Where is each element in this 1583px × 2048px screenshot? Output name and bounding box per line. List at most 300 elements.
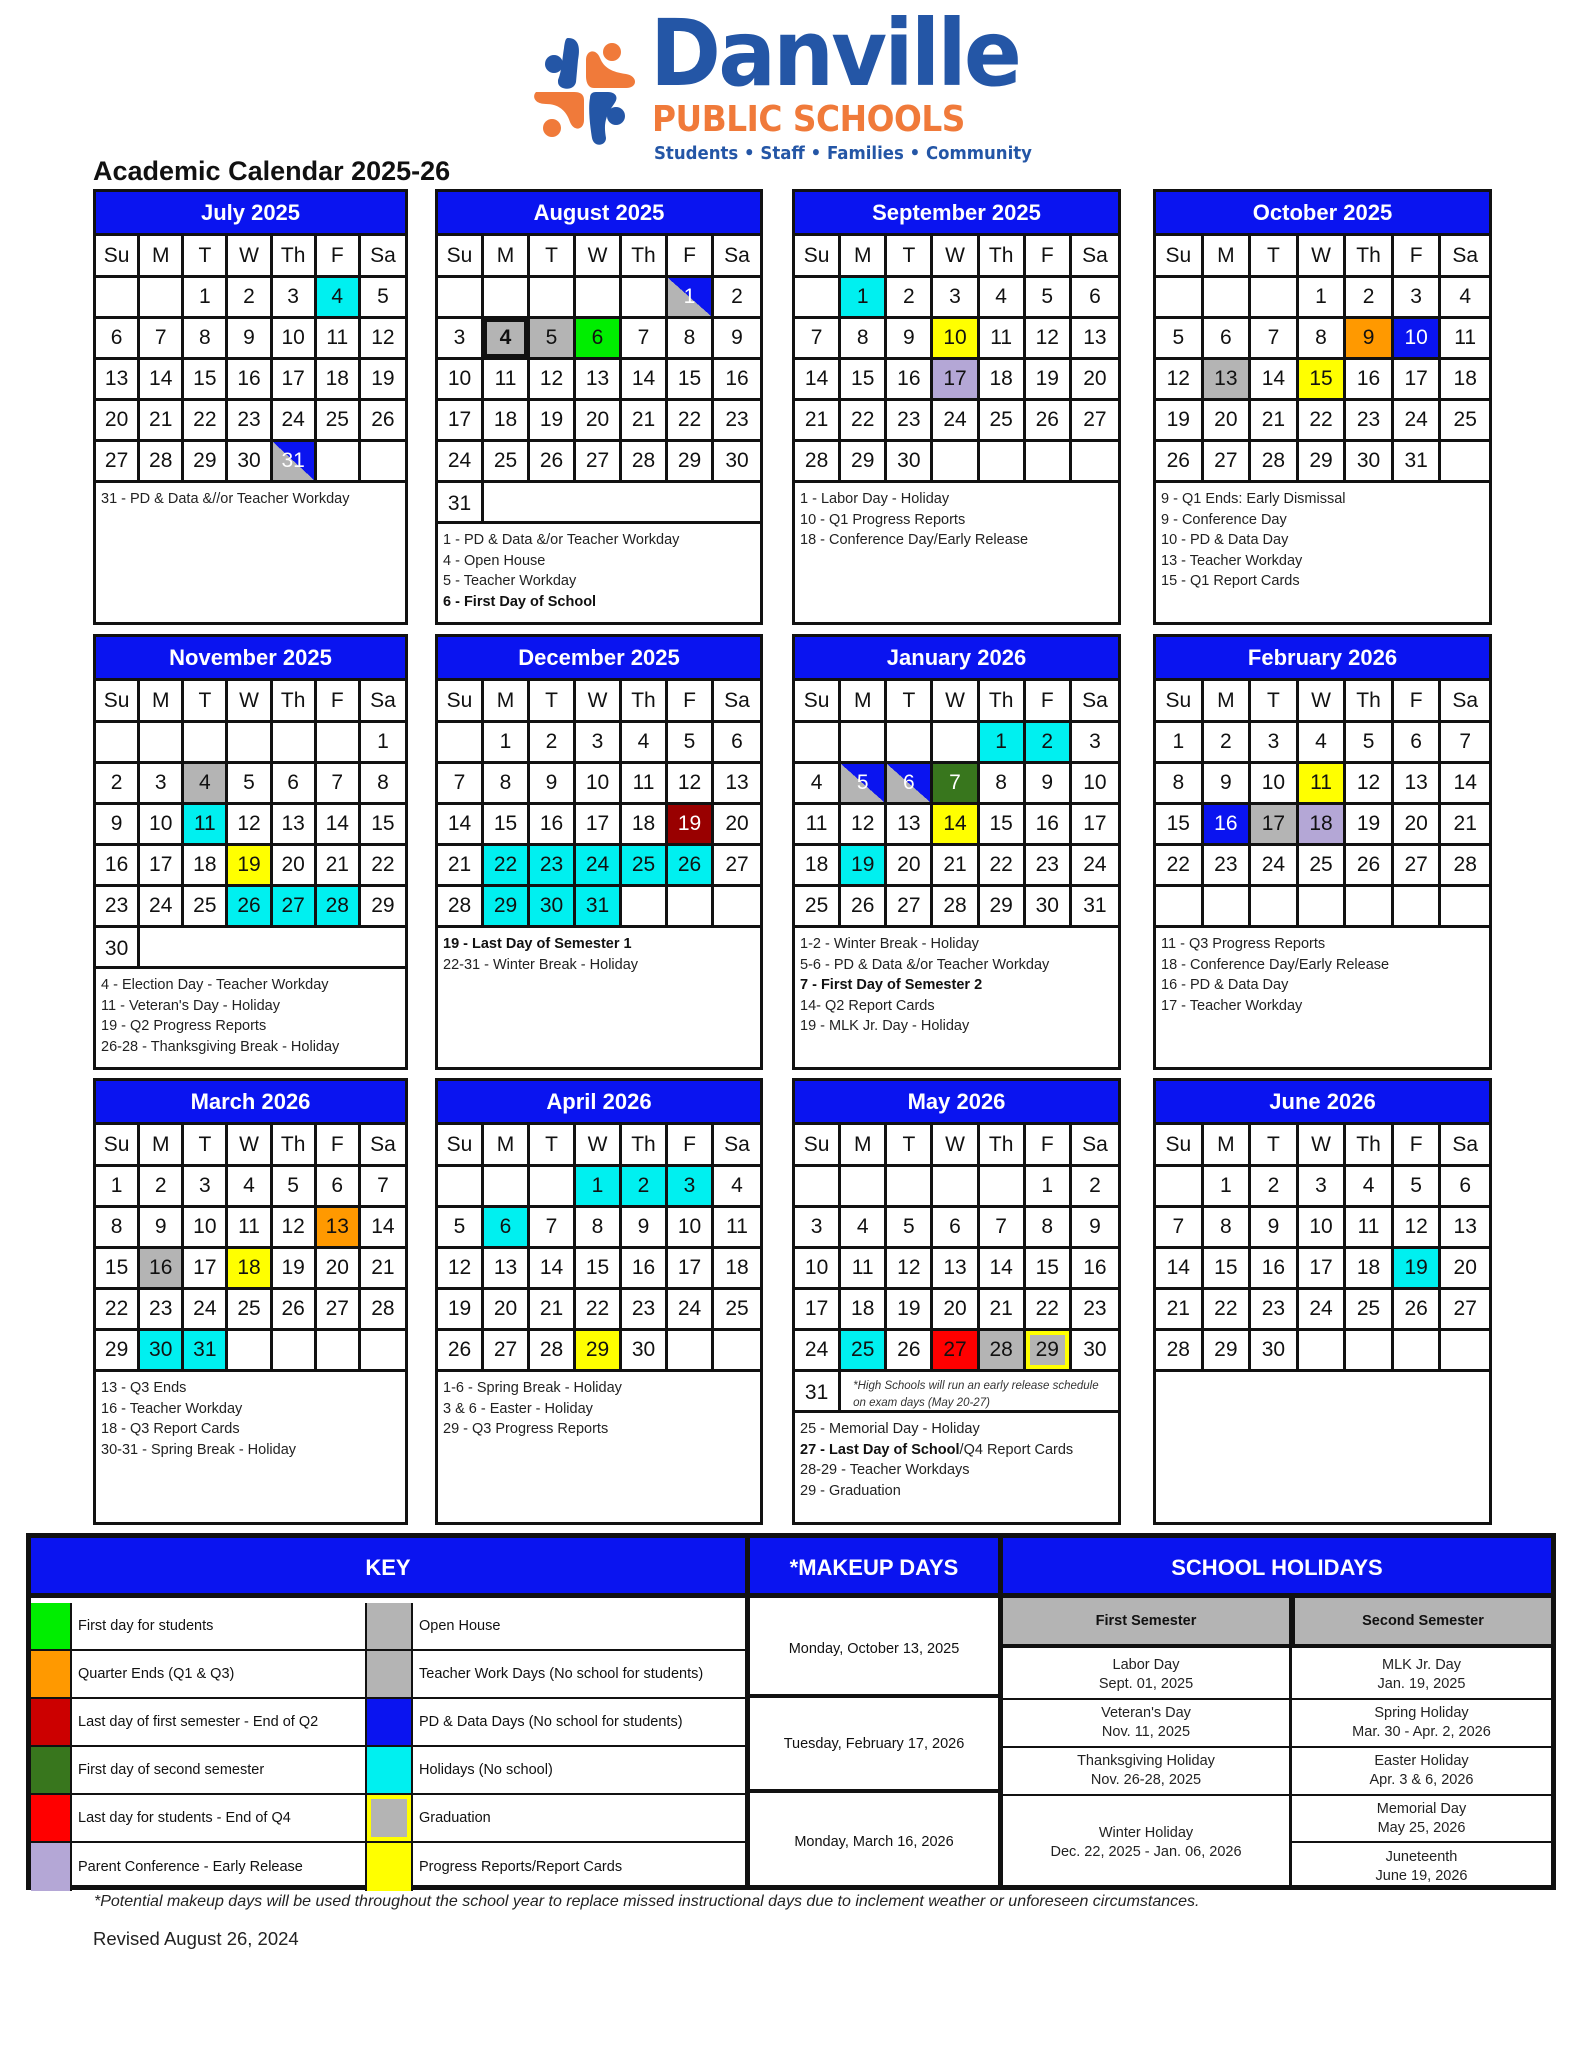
day-number: 12 bbox=[1404, 1215, 1428, 1238]
note-line bbox=[800, 1460, 1113, 1481]
note-line bbox=[1161, 955, 1484, 976]
weekday-label: Th bbox=[1346, 1125, 1394, 1167]
day-number: 27 bbox=[897, 894, 921, 917]
note-line bbox=[800, 996, 1113, 1017]
day-cell bbox=[361, 887, 405, 928]
day-cell bbox=[438, 887, 484, 928]
day-cell bbox=[1156, 723, 1204, 764]
day-number: 9 bbox=[243, 326, 255, 349]
day-cell bbox=[668, 1167, 714, 1208]
day-number: 24 bbox=[281, 408, 305, 431]
day-cell bbox=[1299, 1290, 1347, 1331]
day-number: 23 bbox=[725, 408, 749, 431]
day-number: 7 bbox=[377, 1174, 389, 1197]
day-number: 4 bbox=[637, 730, 650, 753]
day-number: 24 bbox=[193, 1297, 217, 1320]
note-line bbox=[1161, 551, 1484, 572]
day-cell bbox=[361, 401, 405, 442]
day-number: 20 bbox=[585, 408, 610, 431]
day-number: 9 bbox=[731, 326, 743, 349]
day-number: 24 bbox=[677, 1297, 702, 1320]
day-number: 29 bbox=[193, 449, 217, 472]
empty-cell bbox=[1204, 887, 1252, 928]
holiday-name: Labor Day bbox=[1112, 1657, 1180, 1673]
holiday-entry bbox=[1292, 1700, 1551, 1748]
note-text: 6 - First Day of School bbox=[443, 593, 597, 610]
day-number: 8 bbox=[683, 326, 696, 349]
day-cell bbox=[714, 846, 760, 887]
note-text: 11 - Veteran's Day - Holiday bbox=[101, 997, 280, 1014]
day-cell bbox=[273, 360, 317, 401]
day-cell bbox=[576, 1290, 622, 1331]
color-swatch bbox=[365, 1699, 413, 1745]
day-cell bbox=[1346, 360, 1394, 401]
day-cell bbox=[96, 360, 140, 401]
holiday-entry bbox=[1003, 1652, 1289, 1700]
weekday-label: Su bbox=[795, 236, 841, 278]
day-cell bbox=[317, 1290, 361, 1331]
weekday-header-row bbox=[795, 681, 1118, 723]
weekday-label: Th bbox=[1346, 236, 1394, 278]
day-number: 12 bbox=[371, 326, 395, 349]
day-number: 1 bbox=[856, 285, 869, 308]
overflow-row bbox=[438, 483, 760, 524]
empty-cell bbox=[841, 723, 887, 764]
day-number: 14 bbox=[325, 812, 349, 835]
day-cell bbox=[530, 723, 576, 764]
day-cell bbox=[1072, 723, 1118, 764]
day-number: 5 bbox=[1041, 285, 1054, 308]
day-cell bbox=[668, 360, 714, 401]
day-number: 25 bbox=[851, 1338, 875, 1361]
day-cell bbox=[1394, 1249, 1442, 1290]
day-number: 5 bbox=[453, 1215, 466, 1238]
day-number: 22 bbox=[851, 408, 875, 431]
key-label: First day of second semester bbox=[78, 1762, 265, 1778]
month-february-2026 bbox=[1153, 634, 1492, 1070]
day-cell bbox=[622, 1208, 668, 1249]
holiday-name: MLK Jr. Day bbox=[1382, 1657, 1461, 1673]
day-cell bbox=[96, 1208, 140, 1249]
holiday-name: Easter Holiday bbox=[1374, 1753, 1469, 1769]
day-cell bbox=[140, 1167, 184, 1208]
day-cell bbox=[273, 1208, 317, 1249]
day-cell bbox=[980, 887, 1026, 928]
weekday-label: F bbox=[1026, 236, 1072, 278]
day-number: 24 bbox=[447, 449, 472, 472]
weekday-label: Su bbox=[1156, 681, 1204, 723]
holiday-date: Dec. 22, 2025 - Jan. 06, 2026 bbox=[1050, 1844, 1242, 1860]
school-holidays-header: SCHOOL HOLIDAYS bbox=[1003, 1538, 1551, 1598]
day-number: 12 bbox=[851, 812, 875, 835]
day-cell bbox=[576, 442, 622, 483]
month-notes bbox=[1156, 483, 1489, 598]
empty-cell bbox=[841, 1167, 887, 1208]
day-cell bbox=[795, 1290, 841, 1331]
color-swatch bbox=[31, 1795, 72, 1841]
day-cell bbox=[1156, 1208, 1204, 1249]
note-text: 27 - Last Day of School bbox=[800, 1441, 960, 1458]
day-number: 20 bbox=[1214, 408, 1238, 431]
day-number: 23 bbox=[539, 853, 564, 876]
logo-subtitle: PUBLIC SCHOOLS bbox=[652, 99, 965, 140]
empty-cell bbox=[1026, 442, 1072, 483]
day-cell bbox=[933, 764, 979, 805]
day-cell bbox=[841, 805, 887, 846]
day-cell bbox=[1346, 278, 1394, 319]
note-text: 22-31 - Winter Break - Holiday bbox=[443, 956, 639, 973]
empty-cell bbox=[1251, 887, 1299, 928]
day-number: 15 bbox=[989, 812, 1013, 835]
day-cell bbox=[841, 1331, 887, 1372]
empty-cell bbox=[933, 442, 979, 483]
day-cell bbox=[1026, 278, 1072, 319]
day-number: 20 bbox=[725, 812, 749, 835]
day-cell bbox=[184, 1208, 228, 1249]
day-number: 22 bbox=[677, 408, 702, 431]
day-number: 24 bbox=[585, 853, 610, 876]
date-grid bbox=[1156, 723, 1489, 928]
day-number: 5 bbox=[377, 285, 389, 308]
weekday-label: Su bbox=[795, 1125, 841, 1167]
day-number: 23 bbox=[149, 1297, 173, 1320]
day-number: 14 bbox=[804, 367, 829, 390]
empty-cell bbox=[668, 1331, 714, 1372]
month-notes bbox=[795, 483, 1118, 557]
day-number: 24 bbox=[1261, 853, 1286, 876]
weekday-label: T bbox=[184, 681, 228, 723]
day-cell bbox=[714, 442, 760, 483]
month-title: April 2026 bbox=[438, 1081, 760, 1125]
day-number: 18 bbox=[851, 1297, 875, 1320]
day-number: 27 bbox=[281, 894, 305, 917]
day-cell bbox=[530, 1208, 576, 1249]
day-cell bbox=[841, 401, 887, 442]
day-number: 26 bbox=[1166, 449, 1190, 472]
day-number: 1 bbox=[591, 1174, 604, 1197]
day-cell bbox=[980, 1331, 1026, 1372]
day-number: 6 bbox=[1410, 730, 1422, 753]
color-swatch bbox=[31, 1843, 72, 1891]
day-cell bbox=[795, 1208, 841, 1249]
day-number: 6 bbox=[499, 1215, 512, 1238]
day-cell bbox=[1026, 723, 1072, 764]
day-number: 1 bbox=[499, 730, 512, 753]
day-number: 21 bbox=[371, 1256, 395, 1279]
weekday-label: M bbox=[140, 236, 184, 278]
note-text: 18 - Conference Day/Early Release bbox=[1161, 956, 1390, 973]
weekday-label: M bbox=[484, 1125, 530, 1167]
weekday-label: F bbox=[317, 1125, 361, 1167]
month-january-2026 bbox=[792, 634, 1121, 1070]
note-text: 19 - Q2 Progress Reports bbox=[101, 1018, 267, 1034]
day-number: 11 bbox=[726, 1215, 748, 1238]
empty-cell bbox=[1346, 1331, 1394, 1372]
color-swatch bbox=[31, 1699, 72, 1745]
day-cell bbox=[841, 442, 887, 483]
day-cell bbox=[361, 1208, 405, 1249]
day-cell bbox=[1251, 1167, 1299, 1208]
day-cell bbox=[1204, 1167, 1252, 1208]
day-number: 9 bbox=[1089, 1215, 1101, 1238]
holiday-date: Mar. 30 - Apr. 2, 2026 bbox=[1352, 1724, 1491, 1740]
day-number: 17 bbox=[1309, 1256, 1333, 1279]
day-number: 10 bbox=[943, 326, 967, 349]
day-number: 16 bbox=[1261, 1256, 1286, 1279]
day-cell bbox=[980, 360, 1026, 401]
weekday-header-row bbox=[96, 1125, 405, 1167]
day-number: 25 bbox=[493, 449, 518, 472]
holiday-name: Juneteenth bbox=[1385, 1848, 1458, 1865]
day-cell bbox=[1026, 360, 1072, 401]
note-text: 3 & 6 - Easter - Holiday bbox=[443, 1400, 593, 1417]
day-cell bbox=[576, 360, 622, 401]
day-cell bbox=[1299, 1249, 1347, 1290]
empty-cell bbox=[1346, 887, 1394, 928]
day-number: 18 bbox=[193, 853, 217, 876]
day-cell bbox=[576, 1167, 622, 1208]
month-title: November 2025 bbox=[96, 637, 405, 681]
day-number: 10 bbox=[804, 1256, 829, 1279]
day-number: 17 bbox=[1261, 812, 1286, 835]
logo-wordmark: Danville bbox=[650, 0, 1020, 107]
weekday-label: Sa bbox=[1441, 1125, 1489, 1167]
note-text: 14- Q2 Report Cards bbox=[800, 997, 935, 1014]
day-cell bbox=[1299, 805, 1347, 846]
month-title: May 2026 bbox=[795, 1081, 1118, 1125]
day-cell bbox=[1346, 805, 1394, 846]
day-number: 11 bbox=[238, 1215, 260, 1238]
day-cell bbox=[887, 360, 933, 401]
day-number: 1 bbox=[199, 285, 211, 308]
note-line bbox=[1161, 571, 1484, 592]
day-number: 18 bbox=[325, 367, 349, 390]
day-cell bbox=[1251, 319, 1299, 360]
date-grid bbox=[96, 723, 405, 928]
day-number: 10 bbox=[149, 812, 173, 835]
day-cell bbox=[273, 887, 317, 928]
day-cell bbox=[1394, 805, 1442, 846]
day-cell bbox=[184, 1331, 228, 1372]
day-cell bbox=[228, 360, 272, 401]
note-line bbox=[101, 996, 400, 1017]
weekday-label: F bbox=[668, 1125, 714, 1167]
day-cell bbox=[140, 887, 184, 928]
day-number: 21 bbox=[447, 853, 472, 876]
weekday-label: F bbox=[668, 681, 714, 723]
day-number: 12 bbox=[897, 1256, 921, 1279]
day-cell bbox=[184, 278, 228, 319]
weekday-label: Su bbox=[438, 1125, 484, 1167]
month-notes bbox=[438, 928, 760, 981]
day-number: 22 bbox=[1309, 408, 1333, 431]
empty-cell bbox=[361, 442, 405, 483]
day-cell bbox=[361, 764, 405, 805]
day-cell bbox=[140, 401, 184, 442]
day-cell bbox=[228, 442, 272, 483]
empty-cell bbox=[184, 723, 228, 764]
weekday-label: Su bbox=[795, 681, 841, 723]
day-number: 8 bbox=[499, 771, 512, 794]
day-number: 24 bbox=[1309, 1297, 1333, 1320]
day-cell bbox=[1156, 1290, 1204, 1331]
day-number: 15 bbox=[193, 367, 217, 390]
weekday-label: M bbox=[1204, 681, 1252, 723]
day-number: 6 bbox=[331, 1174, 344, 1197]
day-number: 22 bbox=[371, 853, 395, 876]
day-cell bbox=[668, 846, 714, 887]
day-cell bbox=[887, 764, 933, 805]
day-number: 30 bbox=[539, 894, 564, 917]
note-text: 29 - Graduation bbox=[800, 1482, 901, 1499]
key-label: Progress Reports/Report Cards bbox=[419, 1859, 623, 1875]
day-number: 26 bbox=[1404, 1297, 1428, 1320]
empty-cell bbox=[887, 1167, 933, 1208]
day-cell bbox=[1441, 764, 1489, 805]
empty-cell bbox=[96, 723, 140, 764]
day-cell bbox=[140, 1249, 184, 1290]
day-number: 28 bbox=[1261, 449, 1286, 472]
month-may-2026 bbox=[792, 1078, 1121, 1525]
day-cell bbox=[841, 1249, 887, 1290]
day-cell bbox=[795, 1331, 841, 1372]
day-cell bbox=[96, 1331, 140, 1372]
day-number: 14 bbox=[539, 1256, 564, 1279]
day-cell bbox=[622, 723, 668, 764]
day-cell bbox=[484, 723, 530, 764]
weekday-label: Sa bbox=[714, 681, 760, 723]
weekday-label: Su bbox=[96, 1125, 140, 1167]
weekday-label: W bbox=[933, 236, 979, 278]
day-number: 11 bbox=[193, 812, 216, 835]
day-number: 19 bbox=[1356, 812, 1381, 835]
day-cell bbox=[1072, 319, 1118, 360]
day-cell bbox=[622, 1249, 668, 1290]
weekday-label: Th bbox=[273, 1125, 317, 1167]
empty-cell bbox=[576, 278, 622, 319]
key-label: Teacher Work Days (No school for students) bbox=[419, 1666, 704, 1682]
day-number: 2 bbox=[1362, 285, 1375, 308]
day-number: 1 bbox=[995, 730, 1007, 753]
day-cell bbox=[361, 723, 405, 764]
day-number: 18 bbox=[804, 853, 829, 876]
day-number: 25 bbox=[1356, 1297, 1381, 1320]
day-cell bbox=[1251, 723, 1299, 764]
day-cell bbox=[484, 887, 530, 928]
day-cell bbox=[933, 1290, 979, 1331]
day-number: 20 bbox=[897, 853, 921, 876]
weekday-label: Th bbox=[980, 681, 1026, 723]
empty-cell bbox=[795, 1167, 841, 1208]
day-number: 1 bbox=[1172, 730, 1185, 753]
day-cell bbox=[980, 1249, 1026, 1290]
day-cell bbox=[933, 1249, 979, 1290]
day-number: 28 bbox=[371, 1297, 395, 1320]
empty-cell bbox=[317, 723, 361, 764]
note-line bbox=[101, 1037, 400, 1058]
note-line bbox=[800, 1016, 1113, 1037]
day-cell bbox=[1072, 278, 1118, 319]
day-cell bbox=[714, 723, 760, 764]
day-cell bbox=[184, 1290, 228, 1331]
note-text: 17 - Teacher Workday bbox=[1161, 997, 1303, 1014]
day-number: 19 bbox=[539, 408, 564, 431]
day-cell bbox=[1394, 1290, 1442, 1331]
overflow-row bbox=[96, 928, 405, 969]
weekday-label: Su bbox=[438, 236, 484, 278]
day-number: 2 bbox=[637, 1174, 650, 1197]
month-august-2025 bbox=[435, 189, 763, 625]
day-cell bbox=[1026, 805, 1072, 846]
day-number: 21 bbox=[325, 853, 349, 876]
day-cell bbox=[1441, 360, 1489, 401]
day-number: 16 bbox=[897, 367, 921, 390]
day-number: 21 bbox=[1261, 408, 1286, 431]
first-semester-header: First Semester bbox=[1003, 1598, 1289, 1648]
holiday-date: May 25, 2026 bbox=[1377, 1819, 1466, 1836]
date-grid bbox=[96, 278, 405, 483]
note-text: 15 - Q1 Report Cards bbox=[1161, 573, 1300, 589]
weekday-label: Th bbox=[622, 236, 668, 278]
day-cell bbox=[438, 1249, 484, 1290]
day-cell bbox=[484, 1208, 530, 1249]
day-cell bbox=[887, 278, 933, 319]
day-number: 12 bbox=[1166, 367, 1190, 390]
day-number: 15 bbox=[677, 367, 702, 390]
day-cell bbox=[484, 764, 530, 805]
note-text: 29 - Q3 Progress Reports bbox=[443, 1421, 609, 1437]
day-number: 27 bbox=[943, 1338, 967, 1361]
note-line bbox=[800, 1440, 1113, 1461]
day-cell bbox=[795, 442, 841, 483]
note-text: 1 - PD & Data &/or Teacher Workday bbox=[443, 532, 680, 548]
day-cell bbox=[668, 1249, 714, 1290]
day-cell bbox=[576, 1249, 622, 1290]
day-cell bbox=[184, 360, 228, 401]
day-cell bbox=[273, 805, 317, 846]
day-number: 12 bbox=[281, 1215, 305, 1238]
empty-cell bbox=[140, 723, 184, 764]
day-number: 25 bbox=[193, 894, 217, 917]
weekday-label: Th bbox=[273, 681, 317, 723]
day-cell bbox=[622, 764, 668, 805]
note-line bbox=[101, 489, 400, 510]
day-number: 21 bbox=[1453, 812, 1477, 835]
note-line bbox=[1161, 510, 1484, 531]
day-cell bbox=[795, 1249, 841, 1290]
day-number: 25 bbox=[237, 1297, 261, 1320]
day-number: 11 bbox=[990, 326, 1013, 349]
day-number: 29 bbox=[677, 449, 702, 472]
holiday-entry bbox=[1292, 1796, 1551, 1843]
day-number: 15 bbox=[851, 367, 875, 390]
day-cell bbox=[933, 846, 979, 887]
weekday-header-row bbox=[438, 681, 760, 723]
day-number: 25 bbox=[725, 1297, 749, 1320]
day-number: 17 bbox=[1404, 367, 1428, 390]
day-number: 4 bbox=[199, 771, 211, 794]
day-cell bbox=[438, 319, 484, 360]
day-number: 13 bbox=[1453, 1215, 1477, 1238]
note-text: 25 - Memorial Day - Holiday bbox=[800, 1421, 980, 1437]
day-cell bbox=[933, 805, 979, 846]
day-number: 6 bbox=[949, 1215, 961, 1238]
holiday-date: Sept. 01, 2025 bbox=[1098, 1676, 1194, 1692]
day-number: 19 bbox=[677, 812, 702, 835]
weekday-label: Su bbox=[1156, 1125, 1204, 1167]
day-cell bbox=[576, 1208, 622, 1249]
holiday-entry bbox=[1003, 1796, 1289, 1890]
